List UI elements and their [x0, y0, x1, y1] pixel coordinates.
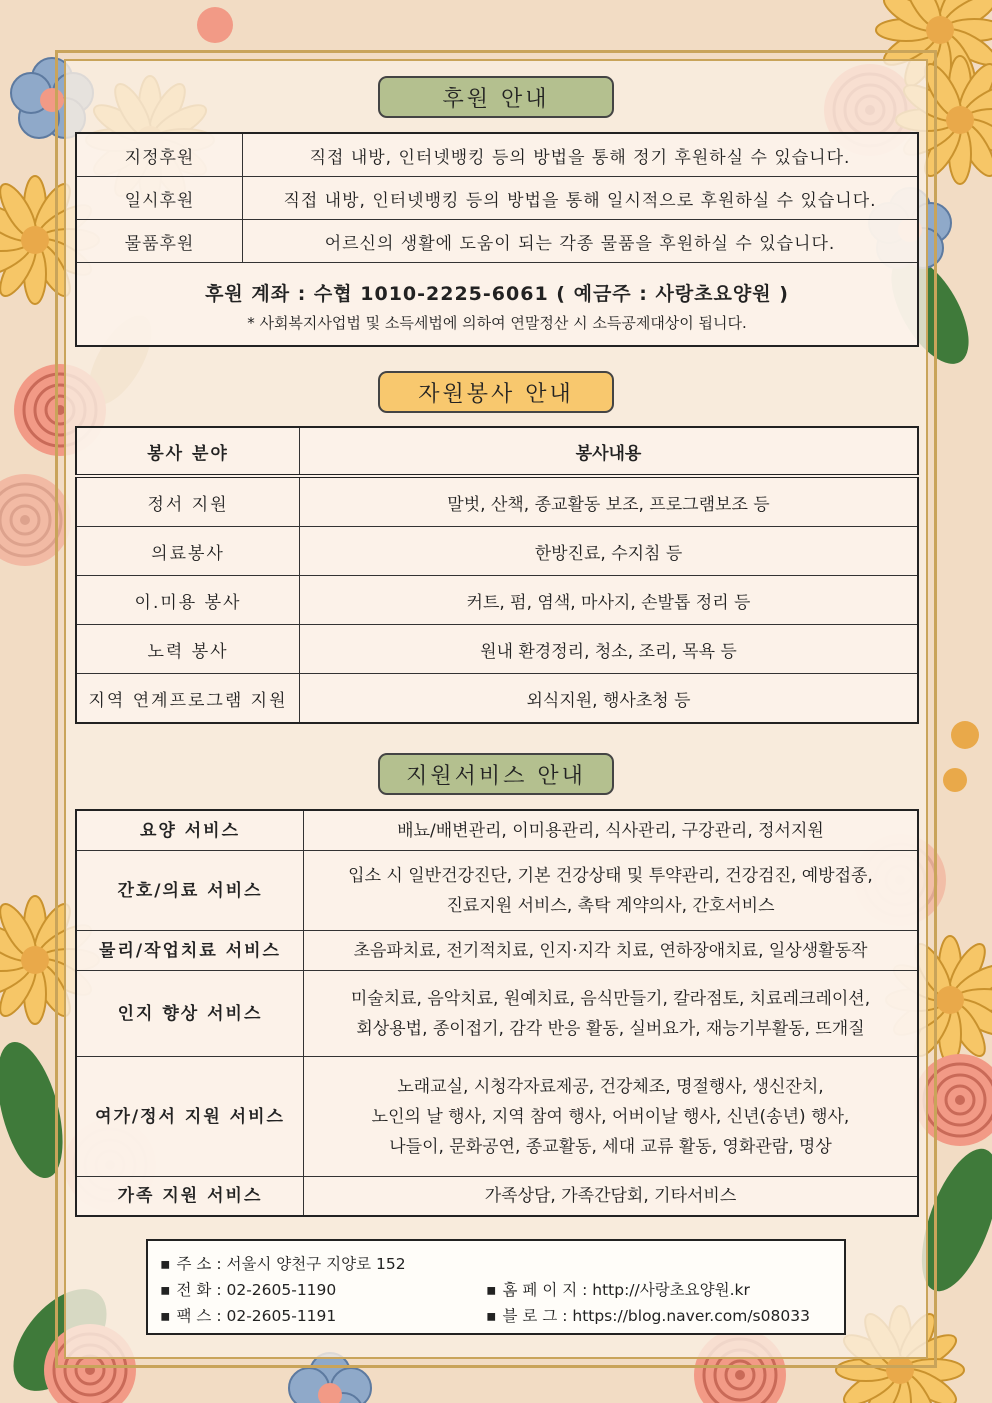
homepage-line — [486, 1278, 750, 1300]
fax-line — [160, 1304, 336, 1326]
fax: 팩 스 : 02-2605-1191 — [176, 1307, 337, 1325]
phone: 전 화 : 02-2605-1190 — [176, 1281, 337, 1299]
service-detail-line: 가족상담, 가족간담회, 기타서비스 — [484, 1186, 737, 1206]
bullet-icon: ▪ — [160, 1307, 171, 1325]
bullet-icon: ▪ — [486, 1307, 497, 1325]
blog-line — [486, 1304, 810, 1326]
service-name: 간호/의료 서비스 — [76, 851, 304, 931]
tax-note: * 사회복지사업법 및 소득세법에 의하여 연말정산 시 소득공제대상이 됩니다. — [247, 314, 747, 332]
contact-box — [146, 1239, 846, 1335]
service-detail-line: 회상용법, 종이접기, 감각 반응 활동, 실버요가, 재능기부활동, 뜨개질 — [356, 1018, 865, 1039]
service-detail-line: 나들이, 문화공연, 종교활동, 세대 교류 활동, 영화관람, 명상 — [389, 1136, 832, 1157]
table-row — [76, 576, 918, 625]
table-row — [76, 133, 918, 177]
column-header-field: 봉사 분야 — [76, 427, 300, 476]
volunteer-content: 커트, 펌, 염색, 마사지, 손발톱 정리 등 — [300, 576, 919, 625]
bullet-icon: ▪ — [486, 1281, 497, 1299]
table-row — [76, 263, 918, 347]
table-row — [76, 971, 918, 1057]
table-row — [76, 220, 918, 263]
table-row — [76, 1057, 918, 1177]
homepage-link[interactable]: 홈 페 이 지 : http://사랑초요양원.kr — [502, 1281, 750, 1299]
service-name: 여가/정서 지원 서비스 — [76, 1057, 304, 1177]
service-detail-line: 배뇨/배변관리, 이미용관리, 식사관리, 구강관리, 정서지원 — [397, 820, 824, 841]
table-row — [76, 625, 918, 674]
table-row — [76, 527, 918, 576]
table-row — [76, 851, 918, 931]
service-detail — [304, 1057, 919, 1177]
service-detail-line: 노래교실, 시청각자료제공, 건강체조, 명절행사, 생신잔치, — [397, 1076, 824, 1097]
phone-line — [160, 1278, 336, 1300]
service-detail — [304, 851, 919, 931]
address-line — [160, 1252, 406, 1274]
service-detail-line: 미술치료, 음악치료, 원예치료, 음식만들기, 칼라점토, 치료레크레이션, — [350, 988, 871, 1009]
donation-type-text: 어르신의 생활에 도움이 되는 각종 물품을 후원하실 수 있습니다. — [243, 220, 919, 263]
table-row — [76, 476, 918, 527]
service-name: 물리/작업치료 서비스 — [76, 931, 304, 971]
account-cell — [76, 263, 918, 347]
table-row — [76, 810, 918, 851]
service-detail — [304, 810, 919, 851]
donation-title: 후원 안내 — [378, 76, 614, 118]
volunteer-field: 지역 연계프로그램 지원 — [76, 674, 300, 724]
service-name: 요양 서비스 — [76, 810, 304, 851]
volunteer-table — [75, 426, 919, 724]
account-info: 후원 계좌 : 수협 1010-2225-6061 ( 예금주 : 사랑초요양원 ) — [205, 283, 789, 305]
volunteer-content: 원내 환경정리, 청소, 조리, 목욕 등 — [300, 625, 919, 674]
donation-type-text: 직접 내방, 인터넷뱅킹 등의 방법을 통해 정기 후원하실 수 있습니다. — [243, 133, 919, 177]
table-row — [76, 931, 918, 971]
volunteer-field: 이.미용 봉사 — [76, 576, 300, 625]
column-header-content: 봉사내용 — [300, 427, 919, 476]
donation-type-label: 물품후원 — [76, 220, 243, 263]
volunteer-content: 한방진료, 수지침 등 — [300, 527, 919, 576]
address: 주 소 : 서울시 양천구 지양로 152 — [176, 1255, 406, 1273]
bullet-icon: ▪ — [160, 1281, 171, 1299]
services-table — [75, 809, 919, 1217]
service-detail-line: 진료지원 서비스, 촉탁 계약의사, 간호서비스 — [446, 895, 775, 916]
table-header-row — [76, 427, 918, 476]
service-detail-line: 노인의 날 행사, 지역 참여 행사, 어버이날 행사, 신년(송년) 행사, — [371, 1106, 850, 1127]
table-row — [76, 674, 918, 724]
services-title: 지원서비스 안내 — [378, 753, 614, 795]
service-name: 인지 향상 서비스 — [76, 971, 304, 1057]
blog-link[interactable]: 블 로 그 : https://blog.naver.com/s08033 — [502, 1307, 810, 1325]
volunteer-content: 외식지원, 행사초청 등 — [300, 674, 919, 724]
volunteer-field: 의료봉사 — [76, 527, 300, 576]
table-row — [76, 1177, 918, 1217]
donation-type-label: 지정후원 — [76, 133, 243, 177]
donation-type-label: 일시후원 — [76, 177, 243, 220]
service-detail — [304, 971, 919, 1057]
volunteer-field: 노력 봉사 — [76, 625, 300, 674]
volunteer-content: 말벗, 산책, 종교활동 보조, 프로그램보조 등 — [300, 476, 919, 527]
service-name: 가족 지원 서비스 — [76, 1177, 304, 1217]
service-detail — [304, 1177, 919, 1217]
service-detail — [304, 931, 919, 971]
bullet-icon: ▪ — [160, 1255, 171, 1273]
service-detail-line: 입소 시 일반건강진단, 기본 건강상태 및 투약관리, 건강검진, 예방접종, — [348, 865, 873, 886]
volunteer-title: 자원봉사 안내 — [378, 371, 614, 413]
table-row — [76, 177, 918, 220]
volunteer-field: 정서 지원 — [76, 476, 300, 527]
donation-table — [75, 132, 919, 347]
service-detail-line: 초음파치료, 전기적치료, 인지·지각 치료, 연하장애치료, 일상생활동작 — [353, 940, 868, 961]
donation-type-text: 직접 내방, 인터넷뱅킹 등의 방법을 통해 일시적으로 후원하실 수 있습니다. — [243, 177, 919, 220]
